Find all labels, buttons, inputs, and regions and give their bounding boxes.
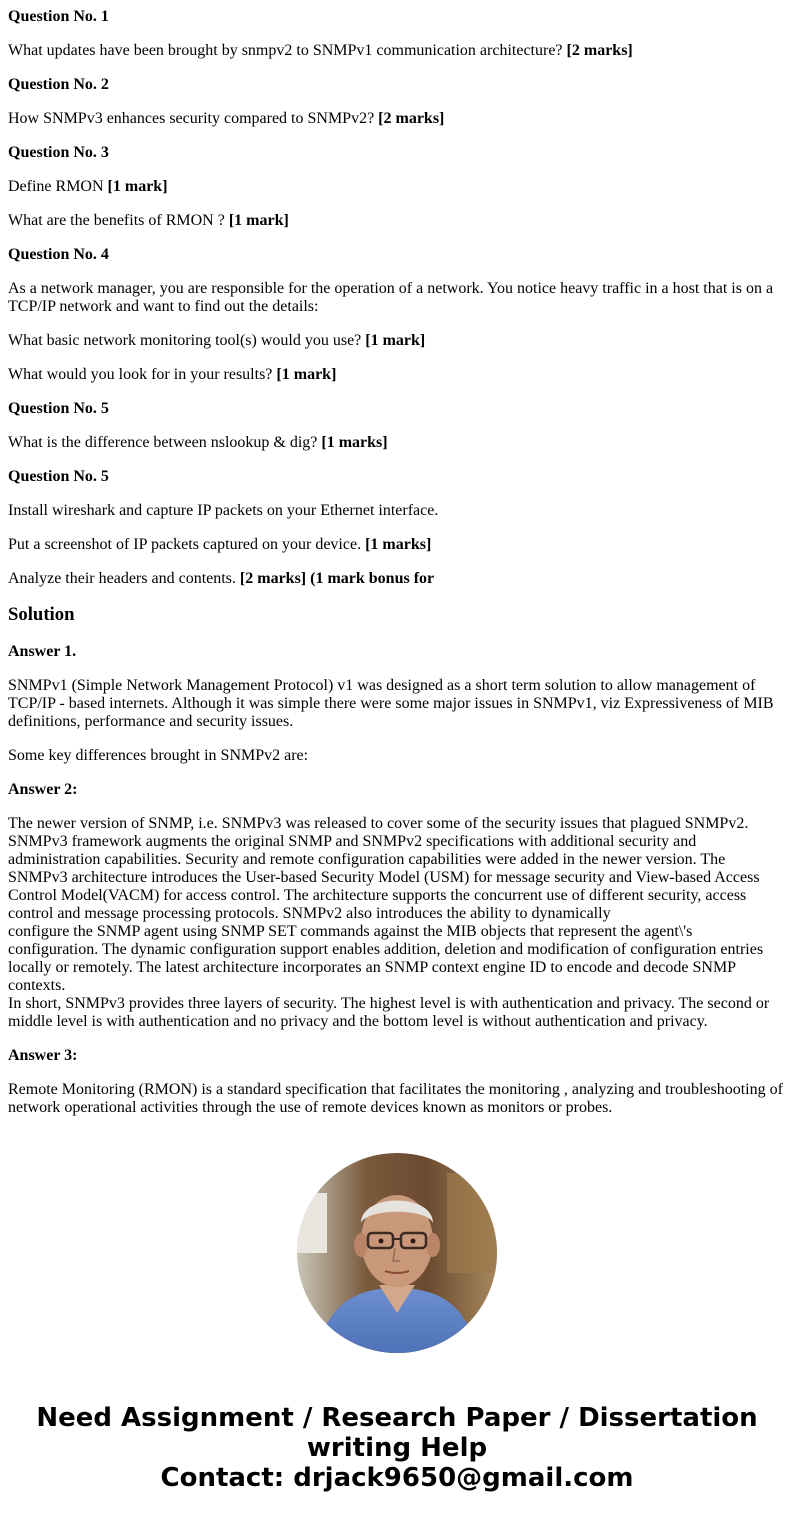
q5b-line2: Put a screenshot of IP packets captured on your device. [1 marks] xyxy=(8,536,432,553)
a3-paragraph: Remote Monitoring (RMON) is a standard specification that facilitates the monitoring , analyzing and troubleshooting of network operational activities through the use of remote devices known as monitors or probes. xyxy=(8,1081,783,1116)
q4-heading: Question No. 4 xyxy=(8,246,109,263)
footer-promo xyxy=(0,1403,794,1493)
footer-contact: Contact: drjack9650@gmail.com xyxy=(160,1463,634,1493)
footer-line2: writing Help xyxy=(306,1433,488,1463)
q2-text: How SNMPv3 enhances security compared to SNMPv2? [2 marks] xyxy=(8,110,445,127)
q3-item: What are the benefits of RMON ? [1 mark] xyxy=(8,212,289,229)
solution-title: Solution xyxy=(8,604,75,625)
a2-part3: In short, SNMPv3 provides three layers of security. The highest level is with authentication and privacy. The second or middle level is with authentication and no privacy and the bottom level is without authentication and privacy. xyxy=(8,995,770,1030)
q3-item: Define RMON [1 mark] xyxy=(8,178,168,195)
footer-line1: Need Assignment / Research Paper / Dissertation xyxy=(36,1403,758,1433)
q4-item: What would you look for in your results? [1 mark] xyxy=(8,366,337,383)
a2-part2: configure the SNMP agent using SNMP SET commands against the MIB objects that represent the agent\'s configuration. The dynamic configuration support enables addition, deletion and modification of configuration entries locally or remotely. The latest architecture incorporates an SNMP context engine ID to encode and decode SNMP contexts. xyxy=(8,923,764,994)
q5b-heading: Question No. 5 xyxy=(8,468,109,485)
a3-heading: Answer 3: xyxy=(8,1047,78,1064)
a1-paragraph: Some key differences brought in SNMPv2 are: xyxy=(8,747,309,764)
a2-part1: The newer version of SNMP, i.e. SNMPv3 was released to cover some of the security issues that plagued SNMPv2. SNMPv3 framework augments the original SNMP and SNMPv2 specifications with additional security and administration capabilities. Security and remote configuration capabilities were added in the newer version. The SNMPv3 architecture introduces the User-based Security Model (USM) for message security and View-based Access Control Model(VACM) for access control. The architecture supports the concurrent use of different security, access control and message processing protocols. SNMPv2 also introduces the ability to dynamically xyxy=(8,815,760,922)
q5b-line3: Analyze their headers and contents. [2 marks] (1 mark bonus for xyxy=(8,570,435,587)
author-photo xyxy=(297,1153,497,1353)
q1-heading: Question No. 1 xyxy=(8,8,109,25)
a2-heading: Answer 2: xyxy=(8,781,78,798)
a1-heading: Answer 1. xyxy=(8,643,77,660)
author-portrait-image xyxy=(297,1153,497,1353)
q1-text: What updates have been brought by snmpv2 to SNMPv1 communication architecture? [2 marks] xyxy=(8,42,633,59)
q5b-line1: Install wireshark and capture IP packets on your Ethernet interface. xyxy=(8,502,439,519)
q4-item: What basic network monitoring tool(s) would you use? [1 mark] xyxy=(8,332,426,349)
a1-paragraph: SNMPv1 (Simple Network Management Protocol) v1 was designed as a short term solution to allow management of TCP/IP - based internets. Although it was simple there were some major issues in SNMPv1, viz Expressiveness of MIB definitions, performance and security issues. xyxy=(8,677,774,730)
q4-intro: As a network manager, you are responsible for the operation of a network. You notice heavy traffic in a host that is on a TCP/IP network and want to find out the details: xyxy=(8,280,774,315)
q2-heading: Question No. 2 xyxy=(8,76,109,93)
q3-heading: Question No. 3 xyxy=(8,144,109,161)
a2-paragraph xyxy=(8,815,786,1031)
q5a-heading: Question No. 5 xyxy=(8,400,109,417)
q5a-text: What is the difference between nslookup & dig? [1 marks] xyxy=(8,434,388,451)
